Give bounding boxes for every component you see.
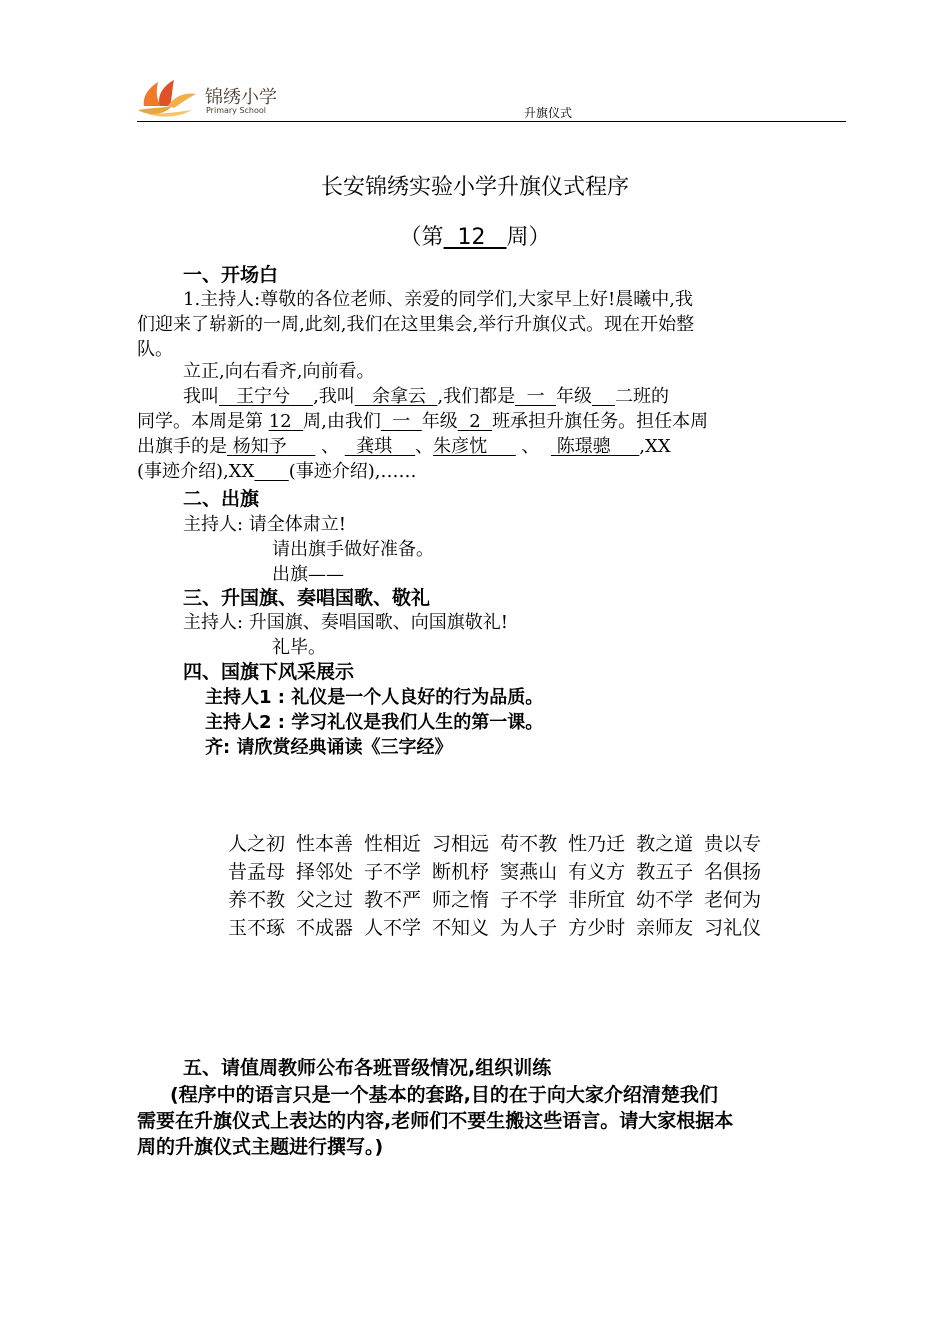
flag-bearer-1: 杨知予 (232, 436, 287, 457)
grade-2: 一 (392, 411, 411, 432)
section-1-heading: 一、开场白 (183, 264, 279, 286)
s4-line3: 齐: 请欣赏经典诵读《三字经》 (205, 737, 453, 758)
week-suffix: 周） (506, 225, 551, 250)
s5-note-line1: (程序中的语言只是一个基本的套路,目的在于向大家介绍清楚我们 (170, 1084, 718, 1106)
sanzijing-row: 人之初 性本善 性相近 习相远 苟不教 性乃迁 教之道 贵以专 (228, 833, 762, 855)
section-2-heading: 二、出旗 (183, 488, 260, 510)
flag-bearer-3: 朱彦忱 (433, 436, 488, 457)
school-name: 锦绣小学 (205, 87, 277, 108)
s1-para2: 立正,向右看齐,向前看。 (183, 361, 375, 382)
class-2: 2 (469, 411, 481, 432)
week-line (0, 220, 950, 251)
section-4-heading: 四、国旗下风采展示 (183, 661, 355, 683)
host-name-1: 王宁兮 (236, 386, 291, 407)
host-name-2: 余拿云 (371, 386, 426, 407)
s1-para1-line3: 队。 (137, 339, 173, 360)
sanzijing-row: 昔孟母 择邻处 子不学 断机杼 窦燕山 有义方 教五子 名俱扬 (228, 861, 762, 883)
s3-line1: 主持人: 升国旗、奏唱国歌、向国旗敬礼! (183, 612, 509, 633)
class-1 (592, 386, 615, 407)
s4-line1: 主持人1 : 礼仪是一个人良好的行为品质。 (205, 687, 544, 708)
week-number-inline: 12 (268, 411, 292, 432)
section-3-heading: 三、升国旗、奏唱国歌、敬礼 (183, 587, 431, 609)
s1-para1-line2: 们迎来了崭新的一周,此刻,我们在这里集会,举行升旗仪式。现在开始整 (137, 314, 695, 335)
school-subtitle: Primary School (206, 106, 267, 115)
s5-note-line2: 需要在升旗仪式上表达的内容,老师们不要生搬这些语言。请大家根据本 (137, 1110, 734, 1132)
s5-note-line3: 周的升旗仪式主题进行撰写。) (137, 1136, 384, 1158)
s1-para1-line1: 1.主持人:尊敬的各位老师、亲爱的同学们,大家早上好!晨曦中,我 (183, 289, 693, 310)
sanzijing-block (228, 830, 772, 942)
week-prefix: （第 (399, 225, 444, 250)
header-doc-label: 升旗仪式 (524, 106, 573, 120)
s1-para4: 同学。本周是第 12 周,由我们 一 年级 2 班承担升旗任务。担任本周 (137, 411, 709, 432)
s1-para5: 出旗手的是 杨知予 、 龚琪 、朱彦忱 、 陈璟骢 ,XX (137, 436, 671, 457)
flag-bearer-2: 龚琪 (356, 436, 393, 457)
s2-line3: 出旗—— (272, 564, 344, 585)
header-rule (137, 121, 846, 122)
s2-line2: 请出旗手做好准备。 (272, 539, 434, 560)
lotus-logo-icon (134, 76, 200, 118)
s2-line1: 主持人: 请全体肃立! (183, 514, 347, 535)
s1-para6: (事迹介绍),XX (事迹介绍),…… (137, 461, 417, 482)
grade-1: 一 (526, 386, 545, 407)
week-number: 12 (457, 225, 486, 250)
page-title: 长安锦绣实验小学升旗仪式程序 (320, 175, 629, 200)
s3-line2: 礼毕。 (272, 637, 326, 658)
sanzijing-row: 玉不琢 不成器 人不学 不知义 为人子 方少时 亲师友 习礼仪 (228, 917, 762, 939)
section-5-heading: 五、请值周教师公布各班晋级情况,组织训练 (183, 1057, 552, 1079)
blank-underline (254, 461, 288, 482)
sanzijing-row: 养不教 父之过 教不严 师之惰 子不学 非所宜 幼不学 老何为 (228, 889, 762, 911)
flag-bearer-4: 陈璟骢 (556, 436, 611, 457)
school-logo (134, 76, 200, 118)
s1-para3: 我叫 王宁兮 ,我叫 余拿云 ,我们都是 一 年级 二班的 (183, 386, 669, 407)
s4-line2: 主持人2 : 学习礼仪是我们人生的第一课。 (205, 712, 544, 733)
